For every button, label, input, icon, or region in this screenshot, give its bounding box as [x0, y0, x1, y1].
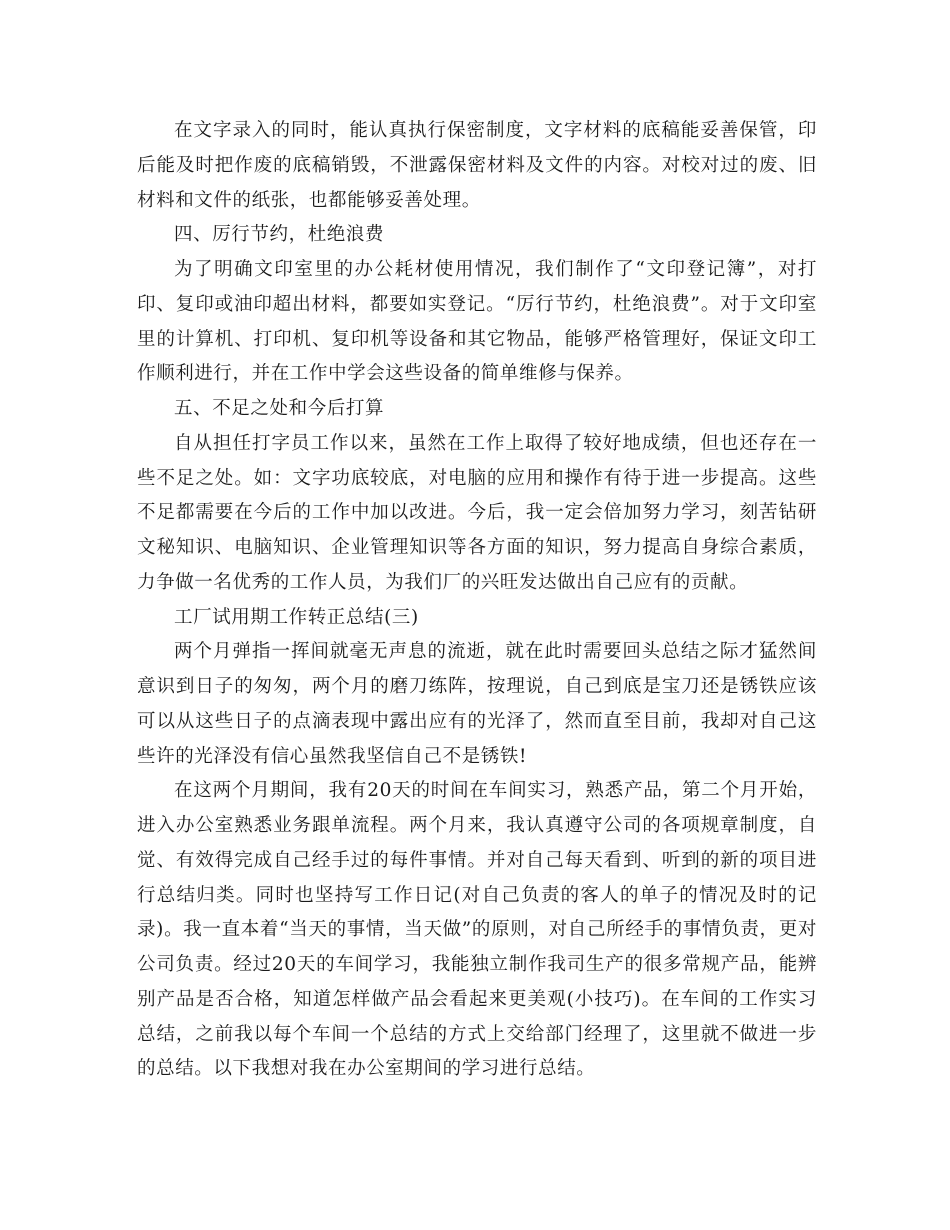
paragraph-frugality: 为了明确文印室里的办公耗材使用情况，我们制作了“文印登记簿”，对打印、复印或油印超出材料，都要如实登记。“厉行节约，杜绝浪费”。对于文印室里的计算机、打印机、复印机等设备和其它物品，能够严格管理好，保证文印工作顺利进行，并在工作中学会这些设备的简单维修与保养。 — [137, 259, 817, 385]
document-body — [137, 114, 817, 1087]
heading-section-five: 五、不足之处和今后打算 — [174, 398, 385, 419]
heading-summary-three: 工厂试用期工作转正总结(三) — [174, 606, 419, 628]
paragraph-two-months: 两个月弹指一挥间就毫无声息的流逝，就在此时需要回头总结之际才猛然间意识到日子的匆匆，两个月的磨刀练阵，按理说，自己到底是宝刀还是锈铁应该可以从这些日子的点滴表现中露出应有的光泽了，然而直至目前，我却对自己这些许的光泽没有信心虽然我坚信自己不是锈铁! — [137, 641, 817, 767]
heading-section-four: 四、厉行节约，杜绝浪费 — [174, 224, 385, 246]
paragraph-shortcomings: 自从担任打字员工作以来，虽然在工作上取得了较好地成绩，但也还存在一些不足之处。如：文字功底较底，对电脑的应用和操作有待于进一步提高。这些不足都需要在今后的工作中加以改进。今后，我一定会倍加努力学习，刻苦钻研文秘知识、电脑知识、企业管理知识等各方面的知识，努力提高自身综合素质，力争做一名优秀的工作人员，为我们厂的兴旺发达做出自己应有的贡献。 — [137, 432, 817, 593]
paragraph-confidentiality: 在文字录入的同时，能认真执行保密制度，文字材料的底稿能妥善保管，印后能及时把作废的底稿销毁，不泄露保密材料及文件的内容。对校对过的废、旧材料和文件的纸张，也都能够妥善处理。 — [137, 120, 817, 211]
paragraph-workshop-internship: 在这两个月期间，我有20天的时间在车间实习，熟悉产品，第二个月开始，进入办公室熟悉业务跟单流程。两个月来，我认真遵守公司的各项规章制度，自觉、有效得完成自己经手过的每件事情。并对自己每天看到、听到的新的项目进行总结归类。同时也坚持写工作日记(对自己负责的客人的单子的情况及时的记录)。我一直本着“当天的事情，当天做”的原则，对自己所经手的事情负责，更对公司负责。经过20天的车间学习，我能独立制作我司生产的很多常规产品，能辨别产品是否合格，知道怎样做产品会看起来更美观(小技巧)。在车间的工作实习总结，之前我以每个车间一个总结的方式上交给部门经理了，这里就不做进一步的总结。以下我想对我在办公室期间的学习进行总结。 — [137, 780, 817, 1080]
